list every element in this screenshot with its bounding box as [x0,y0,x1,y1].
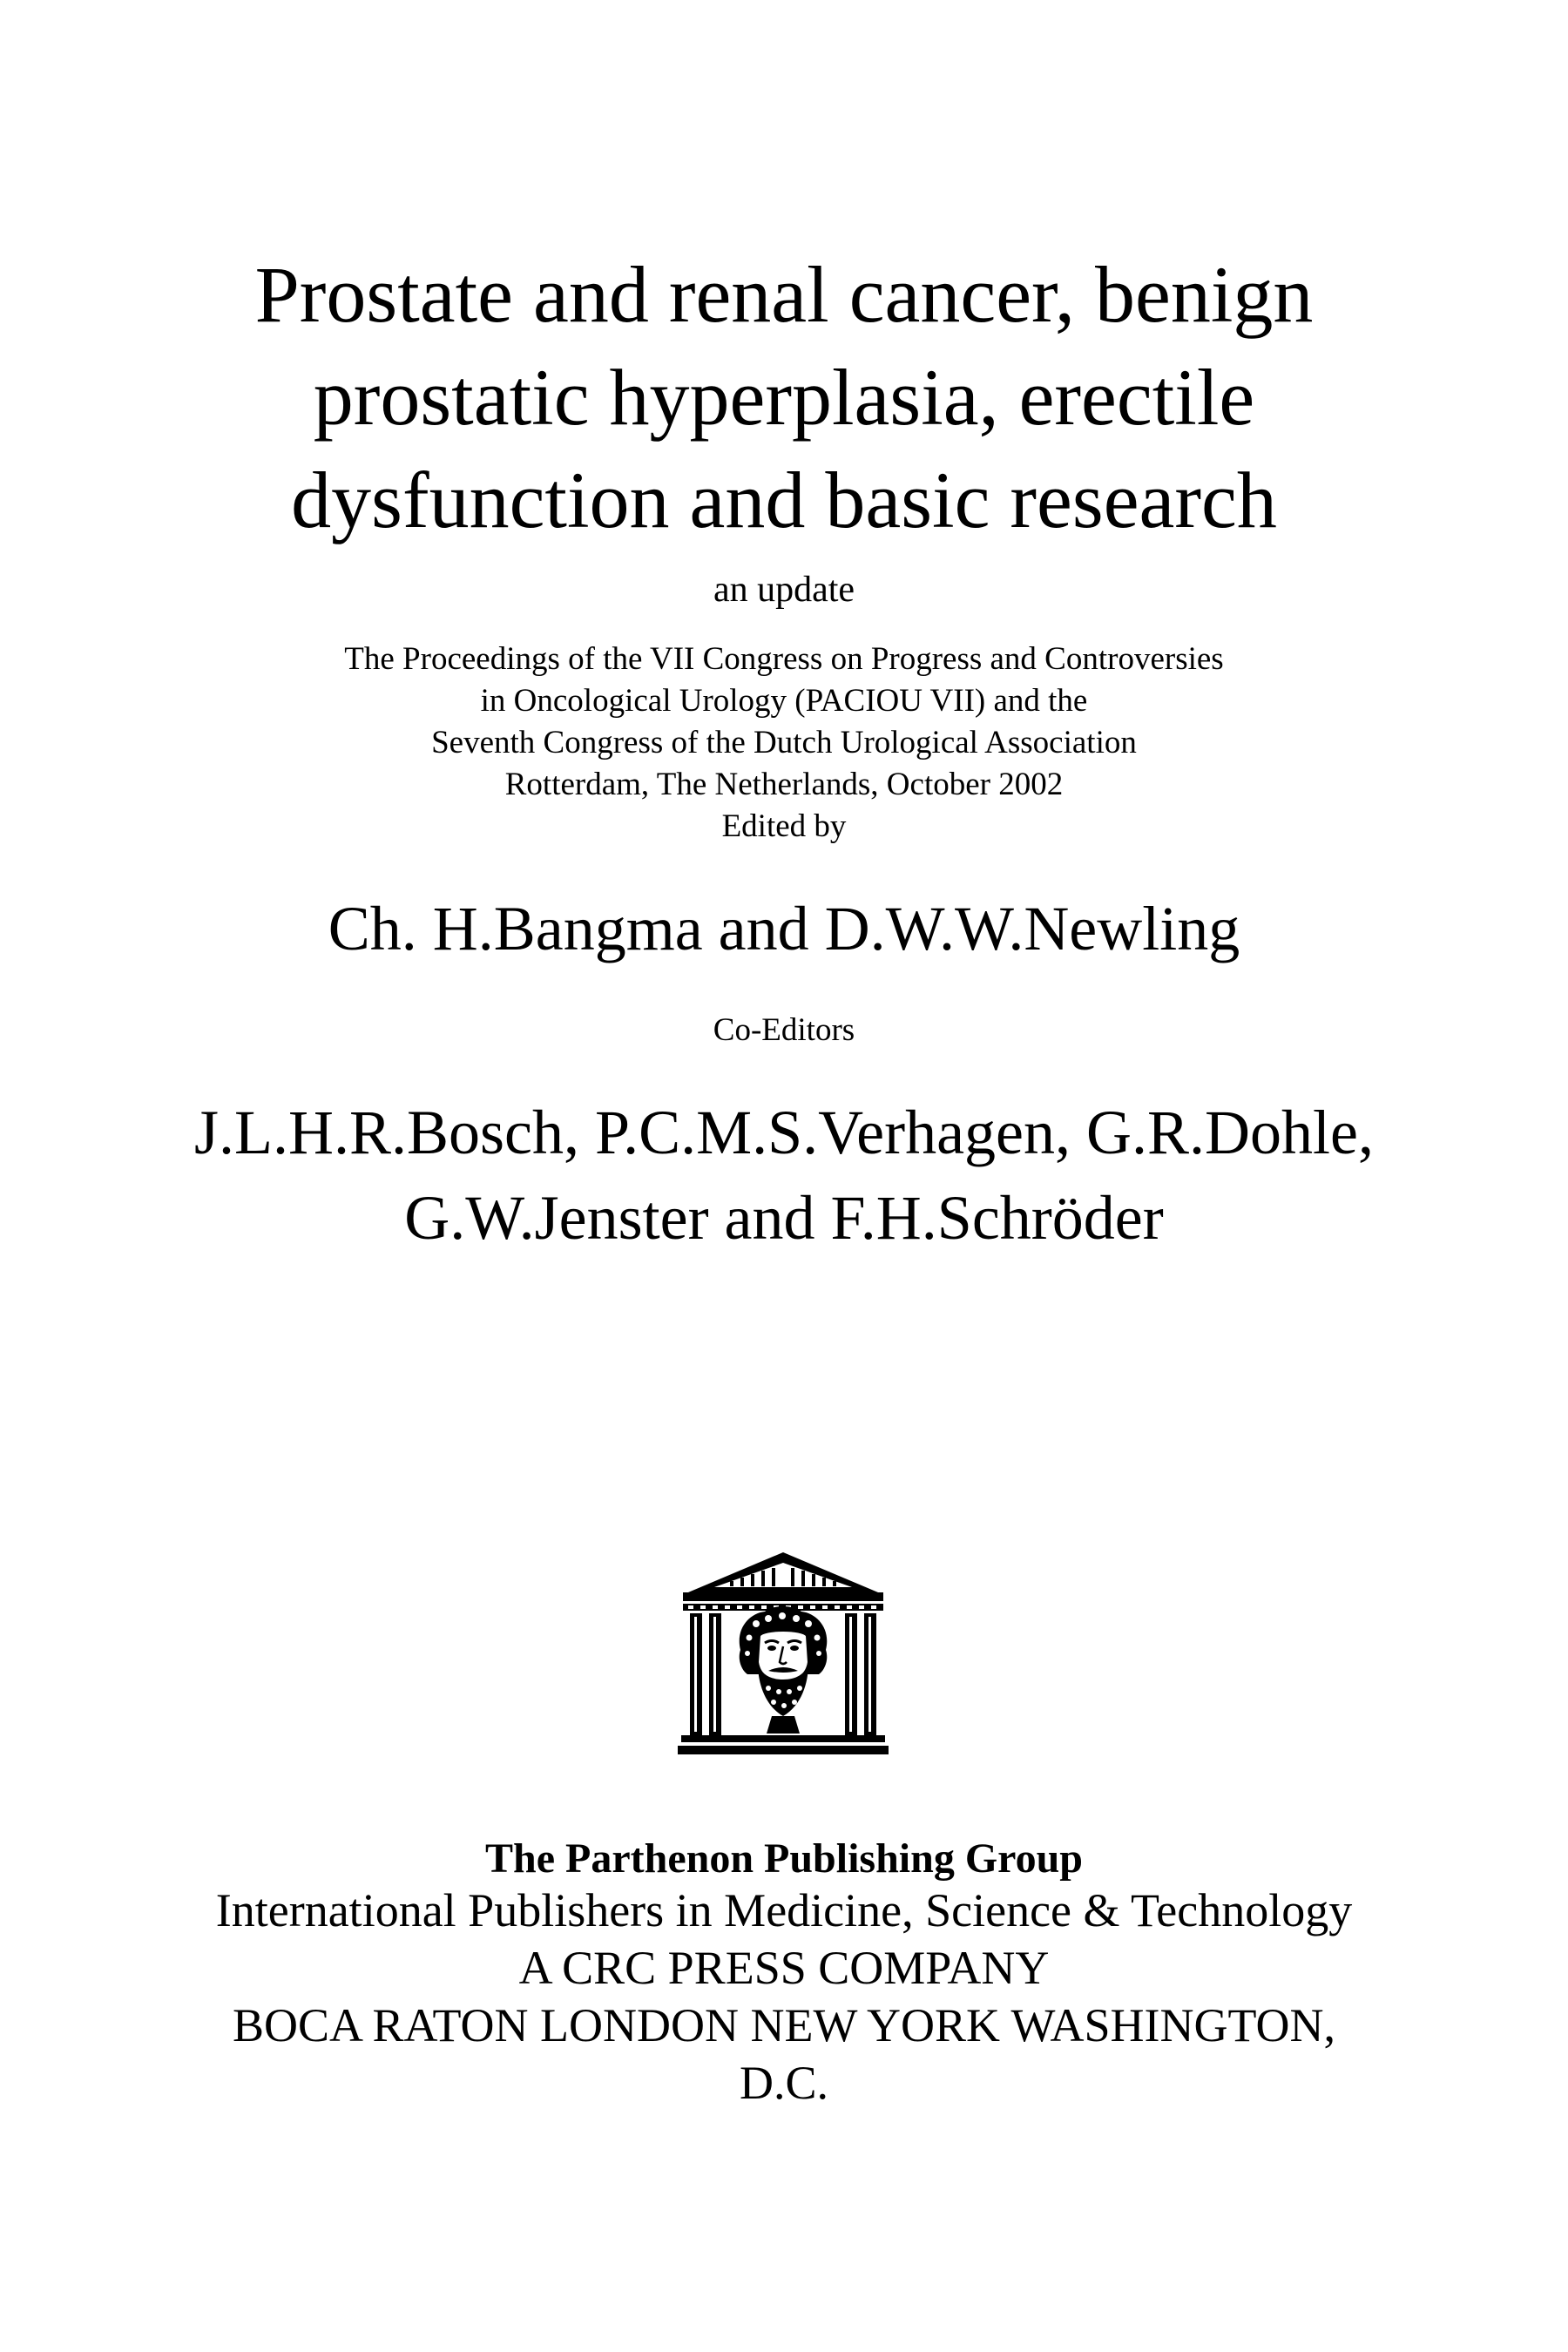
book-title-line-1: Prostate and renal cancer, benign [254,250,1314,339]
edited-by-label: Edited by [721,808,847,844]
editors: Ch. H.Bangma and D.W.W.Newling [328,894,1240,963]
publisher-name: The Parthenon Publishing Group [485,1835,1083,1882]
book-title-line-2: prostatic hyperplasia, erectile [313,353,1255,442]
proceedings-line-3: Seventh Congress of the Dutch Urological Association [431,725,1137,760]
co-editors-label: Co-Editors [713,1012,855,1048]
co-editors-line-1: J.L.H.R.Bosch, P.C.M.S.Verhagen, G.R.Dohle, [193,1098,1374,1167]
publisher-locations-cont: D.C. [739,2057,828,2109]
publisher-locations: BOCA RATON LONDON NEW YORK WASHINGTON, [232,1999,1336,2051]
publisher-company: A CRC PRESS COMPANY [518,1942,1050,1994]
book-title-line-3: dysfunction and basic research [291,456,1277,544]
proceedings-line-4: Rotterdam, The Netherlands, October 2002 [504,767,1064,802]
proceedings-line-1: The Proceedings of the VII Congress on Progress and Controversies [344,641,1224,677]
publisher-tagline: International Publishers in Medicine, Science & Technology [215,1884,1353,1936]
book-subtitle: an update [713,570,855,610]
co-editors-line-2: G.W.Jenster and F.H.Schröder [404,1183,1164,1253]
proceedings-line-2: in Oncological Urology (PACIOU VII) and the [480,683,1088,719]
parthenon-temple-head-icon [678,1552,889,1754]
